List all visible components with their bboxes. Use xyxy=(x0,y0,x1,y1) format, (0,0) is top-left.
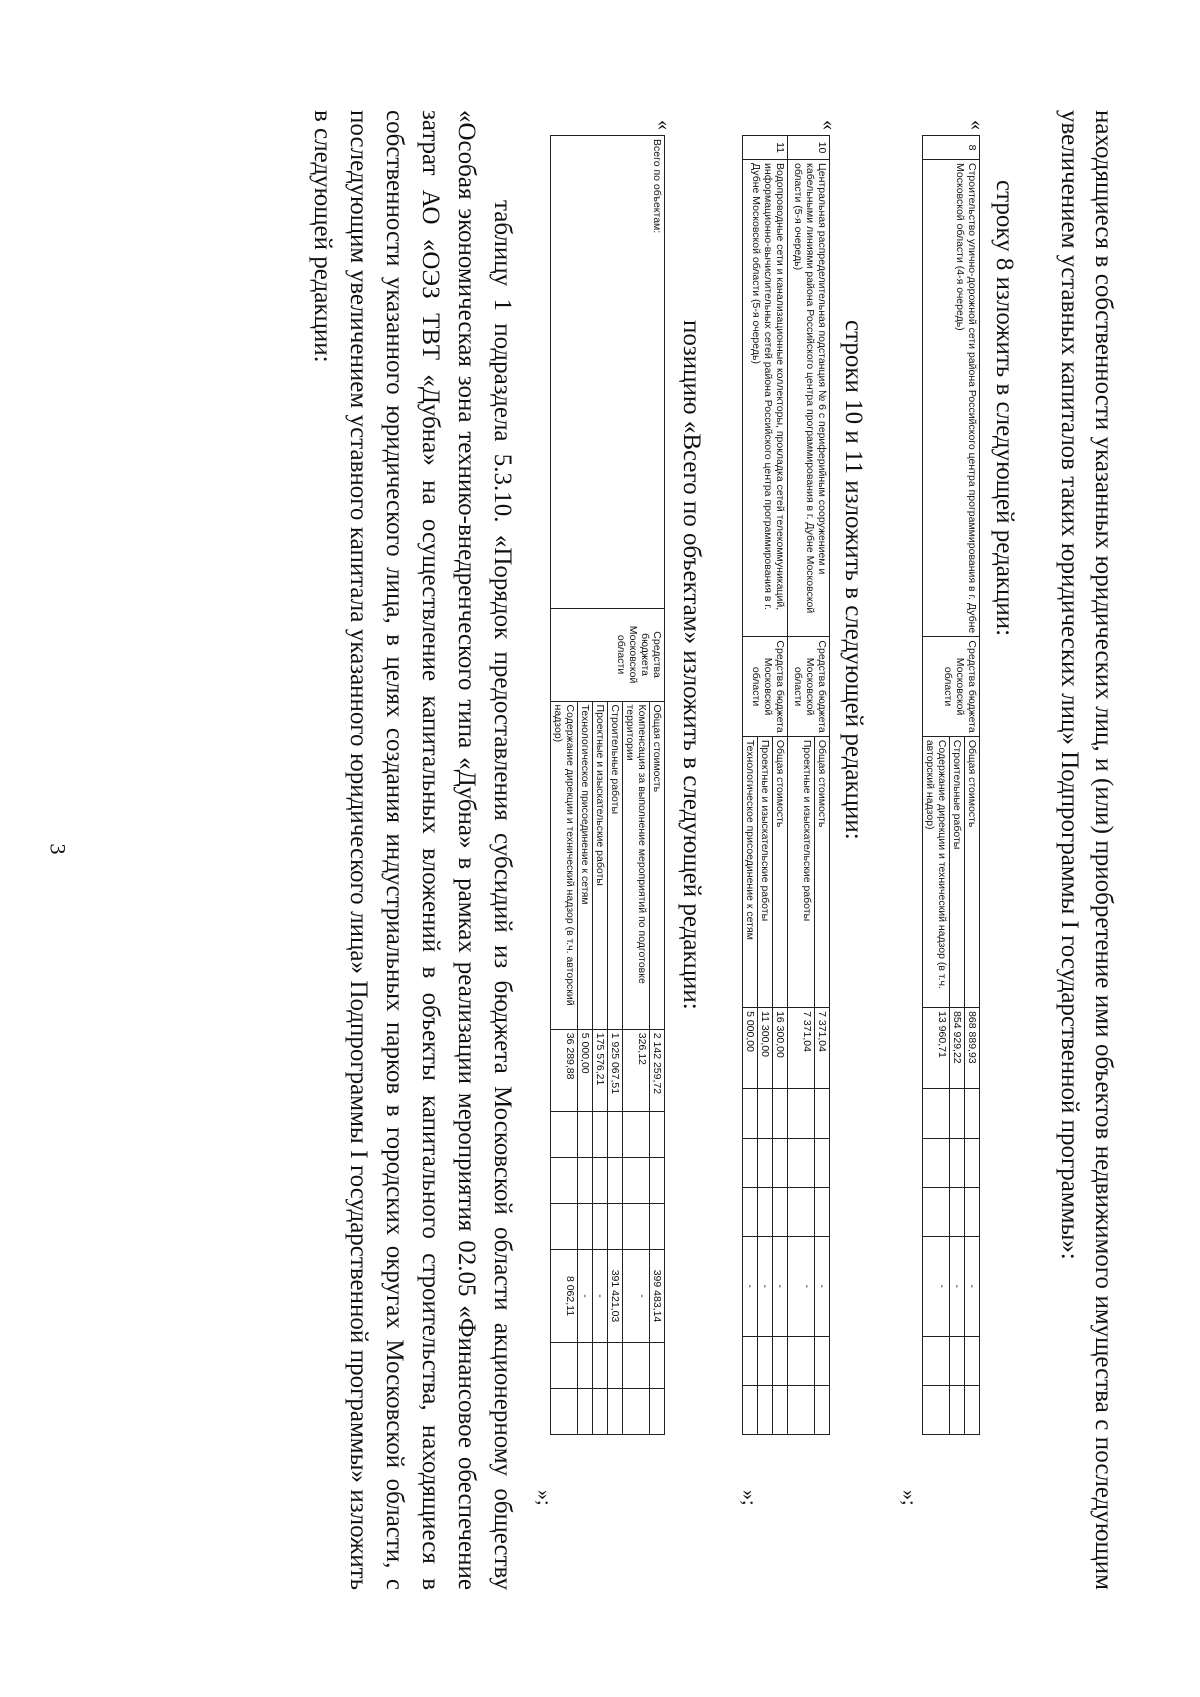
block3-close-quote: »; xyxy=(533,1490,555,1506)
empty-cell xyxy=(743,1336,758,1385)
empty-cell xyxy=(788,1336,815,1385)
empty-cell xyxy=(758,1336,773,1385)
empty-cell xyxy=(608,1342,623,1388)
intro-paragraph: находящиеся в собственности указанных юридических лиц, и (или) приобретение ими объектов недвижимого имущества с последующим увеличением уставных капиталов таких юридических лиц» Подпрограммы I государственной программы»: xyxy=(1056,110,1117,1590)
empty-cell xyxy=(815,1138,830,1187)
empty-cell xyxy=(608,1158,623,1204)
empty-cell xyxy=(650,1204,665,1250)
cost-item-label: Содержание дирекции и технический надзор (в т.ч. авторский надзор) xyxy=(923,736,950,1007)
block2-open-quote: « xyxy=(818,120,840,130)
empty-cell xyxy=(950,1138,965,1187)
empty-cell xyxy=(551,1158,578,1204)
block2-close-quote: »; xyxy=(738,1490,760,1506)
empty-cell xyxy=(551,1204,578,1250)
empty-cell xyxy=(578,1158,593,1204)
table-row xyxy=(815,136,830,1435)
closing-paragraph: таблицу 1 подраздела 5.3.10. «Порядок предоставления субсидий из бюджета Московской области акционерному обществу «Особая экономическая зона технико-внедренческого типа «Дубна» в рамках реализации мероприятия 02.05 «Финансовое обеспечение затрат АО «ОЭЗ ТВТ «Дубна» на осуществление капитальных вложений в объекты капитального строительства, находящиеся в собственности указанного юридического лица, в целях создания индустриальных парков в городских округах Московской области, с последующим увеличением уставного капитала указанного юридического лица» Подпрограммы I государственной программы» изложить в следующей редакции: xyxy=(309,110,516,1590)
empty-cell xyxy=(788,1089,815,1138)
empty-cell xyxy=(773,1138,788,1187)
funding-source: Средства бюджета Московской области xyxy=(788,637,830,737)
empty-cell xyxy=(815,1385,830,1434)
empty-cell xyxy=(608,1112,623,1158)
block2-lead-text: строки 10 и 11 изложить в следующей редакции: xyxy=(840,320,867,840)
year-value: - xyxy=(578,1249,593,1342)
object-name: Центральная распределительная подстанция № 6 с периферийным сооружением и кабельными линиями района Российского центра программирования в г. Дубне Московской области (5-я очередь) xyxy=(788,160,830,637)
empty-cell xyxy=(758,1187,773,1236)
cost-item-label: Строительные работы xyxy=(608,701,623,1029)
empty-cell xyxy=(650,1342,665,1388)
cost-item-label: Общая стоимость xyxy=(815,736,830,1007)
empty-cell xyxy=(923,1385,950,1434)
empty-cell xyxy=(593,1342,608,1388)
cost-value: 326,12 xyxy=(623,1029,650,1111)
empty-cell xyxy=(623,1342,650,1388)
empty-cell xyxy=(773,1187,788,1236)
empty-cell xyxy=(965,1187,980,1236)
empty-cell xyxy=(593,1112,608,1158)
empty-cell xyxy=(578,1112,593,1158)
cost-value: 5 000,00 xyxy=(578,1029,593,1111)
cost-item-label: Общая стоимость xyxy=(773,736,788,1007)
cost-item-label: Проектные и изыскательские работы xyxy=(593,701,608,1029)
funding-source: Средства бюджета Московской области xyxy=(551,608,665,701)
empty-cell xyxy=(773,1336,788,1385)
year-value: 8 062,11 xyxy=(551,1249,578,1342)
empty-cell xyxy=(578,1342,593,1388)
empty-cell xyxy=(965,1089,980,1138)
rotated-page-content xyxy=(0,50,1130,1650)
block3-table xyxy=(550,135,665,1435)
block1-close-quote: »; xyxy=(898,1490,920,1506)
cost-value: 175 576,21 xyxy=(593,1029,608,1111)
table-row xyxy=(965,136,980,1435)
cost-item-label: Общая стоимость xyxy=(965,736,980,1007)
object-name: Всего по объектам: xyxy=(551,136,665,609)
year-value: - xyxy=(743,1236,758,1336)
funding-source: Средства бюджета Московской области xyxy=(923,637,980,737)
empty-cell xyxy=(743,1089,758,1138)
empty-cell xyxy=(758,1089,773,1138)
year-value: - xyxy=(773,1236,788,1336)
block3-open-quote: « xyxy=(653,120,675,130)
empty-cell xyxy=(788,1187,815,1236)
empty-cell xyxy=(578,1204,593,1250)
block1-lead-text: строку 8 изложить в следующей редакции: xyxy=(991,180,1018,637)
row-number: 10 xyxy=(788,136,830,160)
cost-item-label: Строительные работы xyxy=(950,736,965,1007)
empty-cell xyxy=(950,1385,965,1434)
cost-value: 36 289,88 xyxy=(551,1029,578,1111)
year-value: - xyxy=(965,1236,980,1336)
empty-cell xyxy=(578,1388,593,1434)
table-row xyxy=(650,136,665,1435)
empty-cell xyxy=(923,1089,950,1138)
empty-cell xyxy=(788,1138,815,1187)
empty-cell xyxy=(623,1204,650,1250)
year-value: - xyxy=(815,1236,830,1336)
empty-cell xyxy=(551,1112,578,1158)
empty-cell xyxy=(608,1388,623,1434)
block1-open-quote: « xyxy=(966,120,988,130)
year-value: - xyxy=(623,1249,650,1342)
cost-value: 1 925 067,51 xyxy=(608,1029,623,1111)
empty-cell xyxy=(650,1158,665,1204)
empty-cell xyxy=(551,1388,578,1434)
object-name: Водопроводные сети и канализационные коллекторы, прокладка сетей телекоммуникаций, информационно-вычислительных сетей района Российского центра программирования в г. Дубне Московской области (5-я очередь) xyxy=(743,160,788,637)
block3-lead-text: позицию «Всего по объектам» изложить в следующей редакции: xyxy=(678,320,705,1010)
empty-cell xyxy=(965,1336,980,1385)
cost-value: 868 889,93 xyxy=(965,1008,980,1089)
cost-value: 854 929,22 xyxy=(950,1008,965,1089)
row-number: 11 xyxy=(743,136,788,160)
empty-cell xyxy=(608,1204,623,1250)
page-number: 3 xyxy=(45,843,71,855)
empty-cell xyxy=(650,1388,665,1434)
empty-cell xyxy=(950,1089,965,1138)
empty-cell xyxy=(815,1187,830,1236)
year-value: - xyxy=(923,1236,950,1336)
table-row xyxy=(773,136,788,1435)
empty-cell xyxy=(650,1112,665,1158)
year-value: - xyxy=(593,1249,608,1342)
cost-value: 2 142 259,72 xyxy=(650,1029,665,1111)
year-value: - xyxy=(788,1236,815,1336)
empty-cell xyxy=(773,1089,788,1138)
empty-cell xyxy=(965,1385,980,1434)
empty-cell xyxy=(623,1158,650,1204)
cost-value: 16 300,00 xyxy=(773,1008,788,1089)
empty-cell xyxy=(965,1138,980,1187)
year-value: - xyxy=(758,1236,773,1336)
cost-item-label: Проектные и изыскательские работы xyxy=(788,736,815,1007)
cost-item-label: Технологическое присоединение к сетям xyxy=(743,736,758,1007)
cost-value: 13 960,71 xyxy=(923,1008,950,1089)
block1-table xyxy=(922,135,980,1435)
empty-cell xyxy=(923,1187,950,1236)
empty-cell xyxy=(623,1112,650,1158)
cost-value: 11 300,00 xyxy=(758,1008,773,1089)
year-value: 391 421,03 xyxy=(608,1249,623,1342)
empty-cell xyxy=(593,1204,608,1250)
empty-cell xyxy=(773,1385,788,1434)
empty-cell xyxy=(950,1336,965,1385)
empty-cell xyxy=(743,1138,758,1187)
empty-cell xyxy=(593,1158,608,1204)
empty-cell xyxy=(758,1385,773,1434)
year-value: 399 483,14 xyxy=(650,1249,665,1342)
empty-cell xyxy=(923,1138,950,1187)
cost-item-label: Технологическое присоединение к сетям xyxy=(578,701,593,1029)
cost-value: 5 000,00 xyxy=(743,1008,758,1089)
row-number: 8 xyxy=(923,136,980,160)
empty-cell xyxy=(593,1388,608,1434)
empty-cell xyxy=(788,1385,815,1434)
year-value: - xyxy=(950,1236,965,1336)
empty-cell xyxy=(815,1336,830,1385)
empty-cell xyxy=(950,1187,965,1236)
empty-cell xyxy=(743,1385,758,1434)
cost-value: 7 371,04 xyxy=(788,1008,815,1089)
cost-value: 7 371,04 xyxy=(815,1008,830,1089)
cost-item-label: Общая стоимость xyxy=(650,701,665,1029)
cost-item-label: Проектные и изыскательские работы xyxy=(758,736,773,1007)
empty-cell xyxy=(551,1342,578,1388)
empty-cell xyxy=(815,1089,830,1138)
block2-table xyxy=(742,135,830,1435)
cost-item-label: Компенсация за выполнение мероприятий по подготовке территории xyxy=(623,701,650,1029)
funding-source: Средства бюджета Московской области xyxy=(743,637,788,737)
empty-cell xyxy=(623,1388,650,1434)
empty-cell xyxy=(923,1336,950,1385)
empty-cell xyxy=(758,1138,773,1187)
object-name: Строительство улично-дорожной сети района Российского центра программирования в г. Дубне Московской области (4-я очередь) xyxy=(923,160,980,637)
empty-cell xyxy=(743,1187,758,1236)
cost-item-label: Содержание дирекции и технический надзор (в т.ч. авторский надзор) xyxy=(551,701,578,1029)
